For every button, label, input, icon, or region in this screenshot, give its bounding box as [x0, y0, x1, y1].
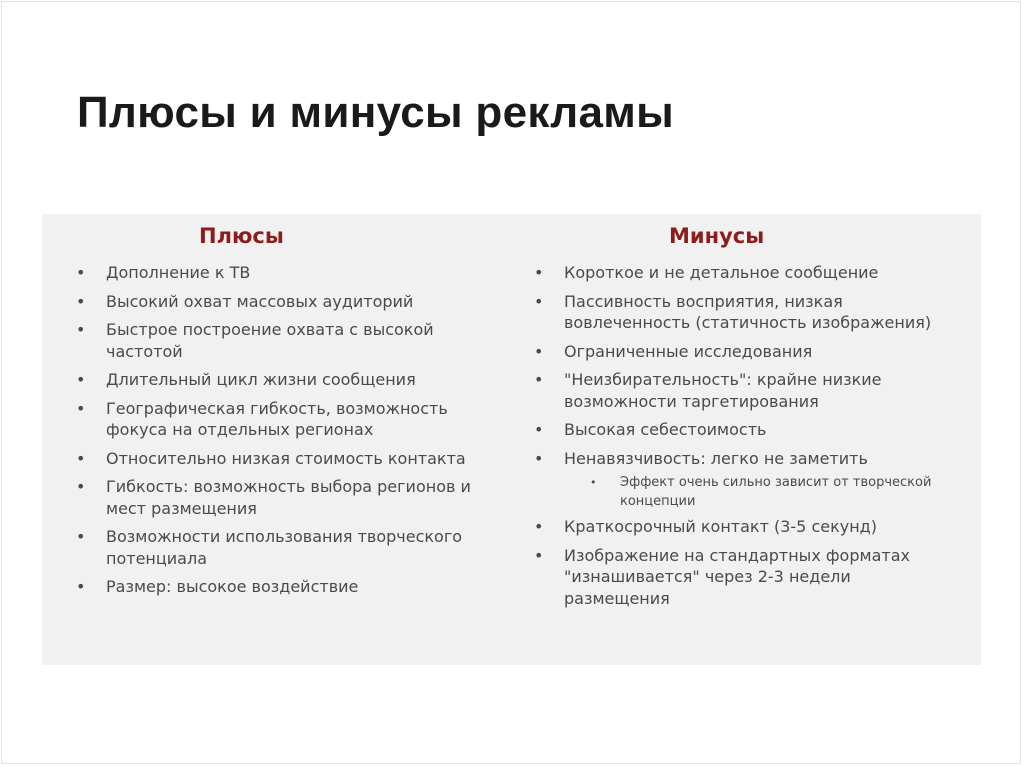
list-item: [530, 369, 950, 412]
list-item-text: Дополнение к ТВ: [106, 263, 251, 282]
bullet-icon: •: [76, 398, 86, 418]
list-item: [72, 576, 512, 598]
pros-heading: Плюсы: [199, 224, 284, 248]
list-item: [530, 516, 950, 538]
bullet-icon: •: [76, 448, 86, 468]
list-item-text: Размер: высокое воздействие: [106, 577, 359, 596]
list-item-text: Гибкость: возможность выбора регионов и мест размещения: [106, 477, 471, 518]
list-item: [72, 448, 512, 470]
list-item: [530, 341, 950, 363]
list-item: [72, 526, 512, 569]
list-item: [72, 398, 512, 441]
list-item: [72, 319, 512, 362]
pros-list: [72, 262, 512, 605]
bullet-icon: •: [534, 291, 544, 311]
sub-list-item: [530, 473, 950, 511]
list-item-text: Короткое и не детальное сообщение: [564, 263, 879, 282]
bullet-icon: •: [76, 263, 86, 282]
cons-heading: Минусы: [669, 224, 765, 248]
list-item: [72, 369, 512, 391]
list-item-text: Географическая гибкость, возможность фокуса на отдельных регионах: [106, 398, 448, 439]
list-item-text: "Неизбирательность": крайне низкие возможности таргетирования: [564, 370, 882, 411]
cons-list: [530, 262, 950, 616]
bullet-icon: •: [76, 477, 86, 496]
list-item-text: Возможности использования творческого потенциала: [106, 527, 463, 568]
list-item-text: Изображение на стандартных форматах "изнашивается" через 2-3 недели размещения: [564, 545, 910, 608]
slide-title: Плюсы и минусы рекламы: [77, 88, 674, 137]
bullet-icon: •: [76, 577, 86, 596]
bullet-icon: •: [76, 527, 86, 546]
bullet-icon: •: [76, 291, 86, 311]
list-item: [530, 262, 950, 284]
list-item-text: Длительный цикл жизни сообщения: [106, 370, 416, 389]
bullet-icon: •: [534, 448, 544, 468]
list-item-text: Высокая себестоимость: [564, 420, 767, 439]
bullet-icon: •: [534, 420, 544, 439]
bullet-icon: •: [534, 341, 544, 361]
list-item: [530, 419, 950, 441]
bullet-icon: •: [534, 517, 544, 536]
list-item: [72, 291, 512, 313]
bullet-icon: •: [534, 370, 544, 389]
list-item-text: Быстрое построение охвата с высокой частотой: [106, 320, 434, 361]
list-item: [530, 448, 950, 470]
list-item-text: Относительно низкая стоимость контакта: [106, 448, 466, 468]
list-item-text: Краткосрочный контакт (3-5 секунд): [564, 517, 877, 536]
bullet-icon: •: [76, 320, 86, 339]
list-item-text: Пассивность восприятия, низкая вовлеченность (статичность изображения): [564, 291, 932, 332]
list-item-text: Ограниченные исследования: [564, 341, 813, 361]
list-item-text: Высокий охват массовых аудиторий: [106, 291, 414, 311]
list-item-text: Эффект очень сильно зависит от творческой концепции: [620, 475, 932, 509]
list-item-text: Ненавязчивость: легко не заметить: [564, 448, 868, 468]
bullet-icon: •: [534, 545, 544, 565]
bullet-icon: •: [590, 476, 597, 489]
bullet-icon: •: [534, 263, 544, 282]
list-item: [72, 262, 512, 284]
list-item: [530, 545, 950, 610]
list-item: [72, 476, 512, 519]
comparison-panel: [42, 214, 981, 665]
bullet-icon: •: [76, 370, 86, 389]
list-item: [530, 291, 950, 334]
